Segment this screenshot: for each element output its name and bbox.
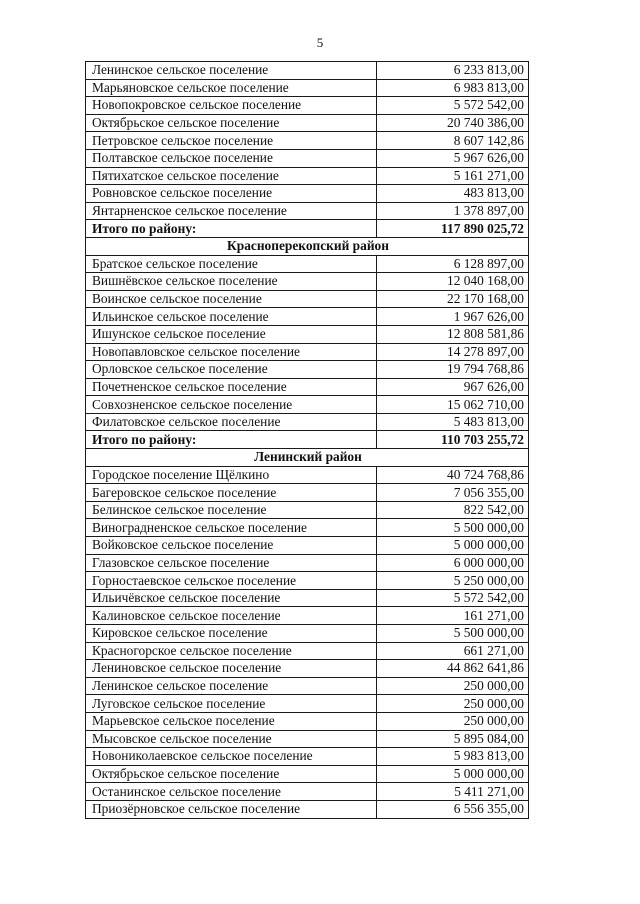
settlement-name: Горностаевское сельское поселение — [86, 572, 377, 590]
table-row — [86, 308, 529, 326]
settlement-name: Пятихатское сельское поселение — [86, 167, 377, 185]
settlement-amount: 12 040 168,00 — [377, 273, 529, 291]
settlement-name: Ильичёвское сельское поселение — [86, 589, 377, 607]
settlement-name: Виноградненское сельское поселение — [86, 519, 377, 537]
table-row — [86, 589, 529, 607]
table-row — [86, 519, 529, 537]
settlement-amount: 6 556 355,00 — [377, 800, 529, 818]
settlement-name: Братское сельское поселение — [86, 255, 377, 273]
settlement-amount: 5 000 000,00 — [377, 537, 529, 555]
table-row — [86, 325, 529, 343]
settlement-amount: 5 000 000,00 — [377, 765, 529, 783]
settlement-amount: 250 000,00 — [377, 712, 529, 730]
settlement-amount: 15 062 710,00 — [377, 396, 529, 414]
settlement-amount: 6 128 897,00 — [377, 255, 529, 273]
table-row — [86, 783, 529, 801]
table-body — [86, 62, 529, 819]
settlement-amount: 44 862 641,86 — [377, 660, 529, 678]
settlement-name: Калиновское сельское поселение — [86, 607, 377, 625]
settlement-amount: 5 250 000,00 — [377, 572, 529, 590]
settlement-name: Кировское сельское поселение — [86, 625, 377, 643]
settlement-amount: 1 967 626,00 — [377, 308, 529, 326]
table-row — [86, 695, 529, 713]
settlement-name: Луговское сельское поселение — [86, 695, 377, 713]
table-row — [86, 484, 529, 502]
settlement-name: Мысовское сельское поселение — [86, 730, 377, 748]
settlement-name: Орловское сельское поселение — [86, 361, 377, 379]
table-row — [86, 501, 529, 519]
settlement-amount: 6 000 000,00 — [377, 554, 529, 572]
table-row — [86, 62, 529, 80]
table-row — [86, 132, 529, 150]
settlement-name: Ишунское сельское поселение — [86, 325, 377, 343]
district-name: Ленинский район — [86, 449, 529, 467]
settlement-name: Совхозненское сельское поселение — [86, 396, 377, 414]
table-row — [86, 202, 529, 220]
settlement-amount: 7 056 355,00 — [377, 484, 529, 502]
settlement-amount: 161 271,00 — [377, 607, 529, 625]
table-row — [86, 343, 529, 361]
district-name: Красноперекопский район — [86, 237, 529, 255]
table-row — [86, 361, 529, 379]
settlement-amount: 5 572 542,00 — [377, 97, 529, 115]
settlement-name: Новониколаевское сельское поселение — [86, 748, 377, 766]
settlement-amount: 483 813,00 — [377, 185, 529, 203]
table-row — [86, 79, 529, 97]
table-row — [86, 185, 529, 203]
table-row — [86, 765, 529, 783]
table-row — [86, 625, 529, 643]
settlement-name: Ильинское сельское поселение — [86, 308, 377, 326]
settlement-name: Вишнёвское сельское поселение — [86, 273, 377, 291]
settlement-name: Приозёрновское сельское поселение — [86, 800, 377, 818]
settlement-name: Лениновское сельское поселение — [86, 660, 377, 678]
settlement-amount: 5 161 271,00 — [377, 167, 529, 185]
settlement-name: Полтавское сельское поселение — [86, 149, 377, 167]
table-row — [86, 537, 529, 555]
total-label: Итого по району: — [86, 220, 377, 238]
settlement-amount: 5 572 542,00 — [377, 589, 529, 607]
district-total-row — [86, 431, 529, 449]
settlement-name: Багеровское сельское поселение — [86, 484, 377, 502]
table-row — [86, 677, 529, 695]
settlement-name: Войковское сельское поселение — [86, 537, 377, 555]
settlement-name: Новопокровское сельское поселение — [86, 97, 377, 115]
table-row — [86, 642, 529, 660]
total-amount: 117 890 025,72 — [377, 220, 529, 238]
settlement-name: Марьевское сельское поселение — [86, 712, 377, 730]
settlement-name: Останинское сельское поселение — [86, 783, 377, 801]
district-total-row — [86, 220, 529, 238]
settlement-amount: 12 808 581,86 — [377, 325, 529, 343]
settlement-name: Ленинское сельское поселение — [86, 62, 377, 80]
settlement-amount: 19 794 768,86 — [377, 361, 529, 379]
total-amount: 110 703 255,72 — [377, 431, 529, 449]
settlement-name: Городское поселение Щёлкино — [86, 466, 377, 484]
page-number: 5 — [316, 35, 324, 50]
settlement-amount: 5 983 813,00 — [377, 748, 529, 766]
settlement-amount: 20 740 386,00 — [377, 114, 529, 132]
settlement-name: Ленинское сельское поселение — [86, 677, 377, 695]
settlement-name: Филатовское сельское поселение — [86, 413, 377, 431]
settlement-name: Красногорское сельское поселение — [86, 642, 377, 660]
settlement-amount: 5 411 271,00 — [377, 783, 529, 801]
settlement-name: Ровновское сельское поселение — [86, 185, 377, 203]
settlement-amount: 14 278 897,00 — [377, 343, 529, 361]
total-label: Итого по району: — [86, 431, 377, 449]
table-row — [86, 748, 529, 766]
table-row — [86, 572, 529, 590]
settlement-name: Октябрьское сельское поселение — [86, 114, 377, 132]
settlement-amount: 5 500 000,00 — [377, 625, 529, 643]
table-row — [86, 660, 529, 678]
settlement-name: Белинское сельское поселение — [86, 501, 377, 519]
table-row — [86, 255, 529, 273]
budget-allocation-table — [85, 61, 529, 819]
table-row — [86, 554, 529, 572]
table-row — [86, 114, 529, 132]
table-row — [86, 712, 529, 730]
settlement-name: Октябрьское сельское поселение — [86, 765, 377, 783]
settlement-amount: 1 378 897,00 — [377, 202, 529, 220]
table-row — [86, 290, 529, 308]
table-row — [86, 730, 529, 748]
table-row — [86, 378, 529, 396]
table-row — [86, 413, 529, 431]
settlement-amount: 6 233 813,00 — [377, 62, 529, 80]
settlement-amount: 967 626,00 — [377, 378, 529, 396]
district-header-row — [86, 237, 529, 255]
table-row — [86, 149, 529, 167]
settlement-amount: 6 983 813,00 — [377, 79, 529, 97]
district-header-row — [86, 449, 529, 467]
settlement-amount: 5 483 813,00 — [377, 413, 529, 431]
settlement-amount: 40 724 768,86 — [377, 466, 529, 484]
table-row — [86, 466, 529, 484]
settlement-amount: 22 170 168,00 — [377, 290, 529, 308]
settlement-name: Почетненское сельское поселение — [86, 378, 377, 396]
settlement-amount: 5 967 626,00 — [377, 149, 529, 167]
table-row — [86, 167, 529, 185]
settlement-amount: 8 607 142,86 — [377, 132, 529, 150]
settlement-name: Петровское сельское поселение — [86, 132, 377, 150]
table-row — [86, 607, 529, 625]
table-row — [86, 273, 529, 291]
settlement-name: Новопавловское сельское поселение — [86, 343, 377, 361]
settlement-amount: 5 500 000,00 — [377, 519, 529, 537]
settlement-name: Янтарненское сельское поселение — [86, 202, 377, 220]
settlement-name: Воинское сельское поселение — [86, 290, 377, 308]
table-row — [86, 396, 529, 414]
settlement-amount: 5 895 084,00 — [377, 730, 529, 748]
settlement-name: Марьяновское сельское поселение — [86, 79, 377, 97]
settlement-amount: 661 271,00 — [377, 642, 529, 660]
table-row — [86, 800, 529, 818]
settlement-name: Глазовское сельское поселение — [86, 554, 377, 572]
settlement-amount: 822 542,00 — [377, 501, 529, 519]
settlement-amount: 250 000,00 — [377, 677, 529, 695]
settlement-amount: 250 000,00 — [377, 695, 529, 713]
table-row — [86, 97, 529, 115]
